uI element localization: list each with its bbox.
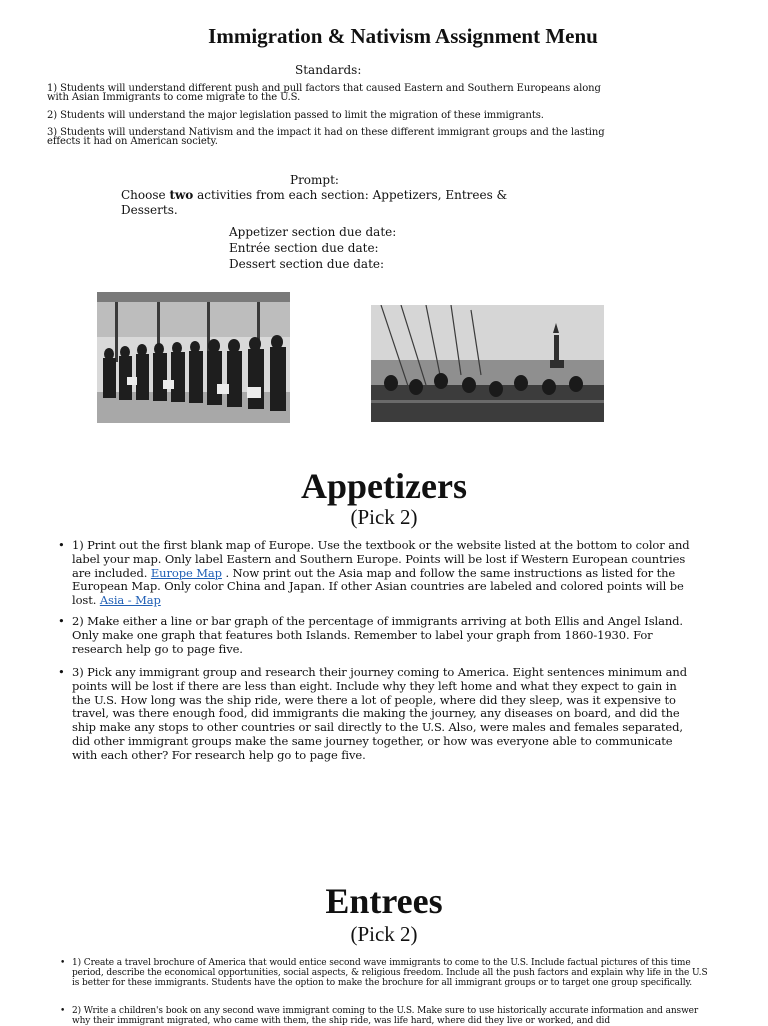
appetizer-item-3 <box>58 665 692 763</box>
bullet-point: • <box>60 1006 66 1016</box>
bullet-point: • <box>58 538 65 552</box>
appetizer-item-1-text-continued: . Now print out the Asia map and follow the same instructions as listed for the European Map. Only color China and Japan. If other Asian countries are labeled and colored points will be lost. <box>72 565 684 608</box>
dessert-due-date: Dessert section due date: <box>229 257 385 271</box>
appetizers-pick-count: (Pick 2) <box>350 505 418 529</box>
standard-item-3: 3) Students will understand Nativism and the impact it had on these different immigrant groups and the lasting effects it had on American society. <box>47 127 605 147</box>
appetizer-due-date: Appetizer section due date: <box>229 225 397 239</box>
entree-item-1-text: 1) Create a travel brochure of America that would entice second wave immigrants to come to the U.S. Include factual pictures of this time period, describe the economical opportunities, social aspects, & religious freedom. Include all the push factors and explain why life in the U.S is better for these immigrants. Students have the option to make the brochure for all immigrant groups or to target one group specifically. <box>72 958 708 988</box>
entree-item-2-text: 2) Write a children's book on any second wave immigrant coming to the U.S. Make sure to use historically accurate information and answer why their immigrant migrated, who came with them, the ship ride, was life hard, where did they live or worked, and did <box>72 1006 699 1026</box>
standards-heading: Standards: <box>295 63 362 77</box>
standard-item-1: 1) Students will understand different push and pull factors that caused Eastern and Southern Europeans along with Asian Immigrants to come migrate to the U.S. <box>47 83 601 103</box>
bullet-point: • <box>58 665 65 679</box>
europe-map-link[interactable]: Europe Map <box>150 565 222 580</box>
statue-of-liberty-photo-graphic <box>371 305 604 422</box>
entree-due-date: Entrée section due date: <box>229 241 379 255</box>
entrees-heading: Entrees <box>325 881 443 921</box>
prompt-text-bold: two <box>169 188 194 202</box>
page-title: Immigration & Nativism Assignment Menu <box>208 24 598 48</box>
statue-of-liberty-photo <box>371 305 604 422</box>
appetizer-item-1 <box>58 538 692 608</box>
entree-item-1 <box>60 958 712 988</box>
appetizers-heading: Appetizers <box>301 466 467 506</box>
bullet-point: • <box>60 958 66 968</box>
prompt-text-end: activities from each section: Appetizers, Entrees & Desserts. <box>121 188 508 217</box>
standard-item-2: 2) Students will understand the major legislation passed to limit the migration of these immigrants. <box>47 110 544 121</box>
ellis-island-photo-graphic <box>97 292 290 423</box>
bullet-point: • <box>58 614 65 628</box>
appetizer-item-2-text: 2) Make either a line or bar graph of the percentage of immigrants arriving at both Ellis and Angel Island. Only make one graph that features both Islands. Remember to label your graph from 1860-1930. For research help go to page five. <box>72 614 683 656</box>
entree-item-2 <box>60 1006 712 1026</box>
appetizer-item-3-text: 3) Pick any immigrant group and research their journey coming to America. Eight sentences minimum and points will be lost if there are less than eight. Include why they left home and what they expect to gain in the U.S. How long was the ship ride, were there a lot of people, where did they sleep, was it expensive to travel, was there enough food, did immigrants die making the journey, any diseases on board, and did the ship make any stops to other countries or sail directly to the U.S. Also, were males and females separated, did other immigrant groups make the same journey together, or how was everyone able to communicate with each other? For research help go to page five. <box>72 665 687 762</box>
appetizer-item-1-text: 1) Print out the first blank map of Europe. Use the textbook or the website listed at the bottom to color and label your map. Only label Eastern and Southern Europe. Points will be lost if Western European countries are included. <box>72 538 690 580</box>
prompt-text-start: Choose <box>121 188 170 202</box>
ellis-island-photo <box>97 292 290 423</box>
appetizer-item-2 <box>58 614 692 656</box>
prompt-heading: Prompt: <box>290 173 339 187</box>
prompt-text <box>121 188 511 218</box>
entrees-pick-count: (Pick 2) <box>350 922 418 946</box>
asia-map-link[interactable]: Asia - Map <box>99 593 161 608</box>
